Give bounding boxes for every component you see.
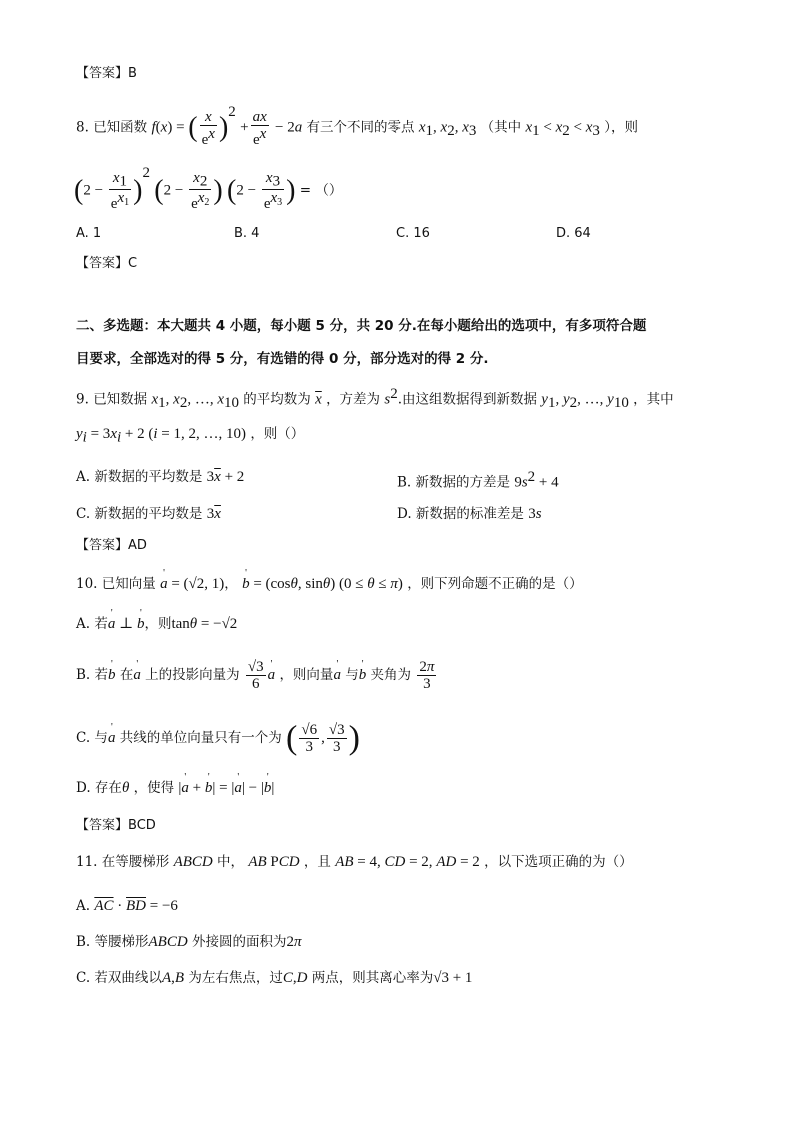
q9-stem-d: .由这组数据得到新数据 xyxy=(397,391,537,408)
q9-stem-e: ，其中 xyxy=(633,391,674,408)
q9-stem-a: 已知数据 xyxy=(93,391,148,408)
q10-option-d: D. 存在θ ，使得 |' a + ' b| = |' a| − |' b| xyxy=(76,778,274,798)
q9-number: 9. xyxy=(76,391,89,408)
q9-stem-f: ，则（） xyxy=(250,426,305,442)
q10-option-c: C. 与' a 共线的单位向量只有一个为 ( $\frac{√6}{3}$ , $\frac{√3}{3}$ ) xyxy=(76,714,360,763)
q9-stem-c: ，方差为 xyxy=(326,391,381,408)
q10-option-b: B. 若' b 在' a 上的投影向量为 $\frac{√3}{6}$ ' a ，则向量' a 与' b 夹角为 $\frac{2\pi}{3}$ xyxy=(76,655,438,695)
q9-option-d: D. 新数据的标准差是 3s xyxy=(397,506,542,522)
q9-stem: 9. 已知数据 $x_1$, $x_2$, …, $x_{10}$ 的平均数为 $\overline{x}$ ，方差为 $s^2$.由这组数据得到新数据 $y_1$, $y_2$, …, $y_{10}$ ，其中 xyxy=(76,386,674,412)
q9-stem-formula: $y_i = 3x_i + 2$ (i = 1, 2, …, 10) ，则（） xyxy=(76,426,305,446)
q11-option-c: C. 若双曲线以A,B 为左右焦点，过C,D 两点，则其离心率为√3 + 1 xyxy=(76,970,473,986)
q11-stem: 11. 在等腰梯形 ABCD 中， AB PCD ，且 AB = 4, CD = 2, AD = 2 ，以下选项正确的为（） xyxy=(76,854,633,870)
q10-option-a: A. 若' a ⊥ ' b，则tanθ = −√2 xyxy=(76,614,237,634)
q9-answer: 【答案】AD xyxy=(76,538,147,553)
q11-stem-a: 在等腰梯形 xyxy=(101,854,170,870)
q10-number: 10. xyxy=(76,576,98,592)
q8-option-b: B. 4 xyxy=(234,226,260,241)
q8-stem-c: （其中 xyxy=(480,119,522,136)
q8-number: 8. xyxy=(76,119,89,136)
q11-stem-b: 中， xyxy=(217,854,245,870)
q8-option-d: D. 64 xyxy=(556,226,591,241)
q8-stem-a: 已知函数 xyxy=(93,119,148,136)
q10-stem-a: 已知向量 xyxy=(101,576,156,592)
q11-option-b: B. 等腰梯形ABCD 外接圆的面积为2π xyxy=(76,934,302,950)
q7-answer: 【答案】B xyxy=(76,66,137,81)
q8-tail: = （） xyxy=(299,182,343,199)
q11-number: 11. xyxy=(76,854,98,870)
q8-stem-b: 有三个不同的零点 xyxy=(306,119,415,136)
q8-option-a: A. 1 xyxy=(76,226,102,241)
q10-stem-b: ，则下列命题不正确的是（） xyxy=(407,576,583,592)
q10-stem: 10. 已知向量 ' a = (√2, 1)， ' b = (cosθ, sinθ) (0 ≤ θ ≤ π) ，则下列命题不正确的是（） xyxy=(76,570,583,598)
q9-stem-b: 的平均数为 xyxy=(243,391,311,408)
section-heading-line2: 目要求，全部选对的得 5 分，有选错的得 0 分，部分选对的得 2 分. xyxy=(76,351,489,367)
section-heading-line1: 二、多选题：本大题共 4 小题，每小题 5 分，共 20 分.在每小题给出的选项中，有多项符合题 xyxy=(76,318,647,334)
q8-option-c: C. 16 xyxy=(396,226,430,241)
q9-option-b: B. 新数据的方差是 $9s^2 + 4$ xyxy=(397,469,559,491)
q8-expression: (2 − $\frac{x_1}{e^{x_1}}$ )$^2$ (2 − $\frac{x_2}{e^{x_2}}$ ) (2 − $\frac{x_3}{e^{x_3}}$ ) = （） xyxy=(74,165,343,213)
q9-option-c: C. 新数据的平均数是 $3\overline{x}$ xyxy=(76,506,221,522)
q8-stem-d: ），则 xyxy=(604,119,638,136)
q11-option-a: A. $\overline{AC} \cdot \overline{BD} = -6$ xyxy=(76,898,178,914)
q11-stem-d: ，以下选项正确的为（） xyxy=(484,854,633,870)
q10-answer: 【答案】BCD xyxy=(76,818,156,833)
q8-answer: 【答案】C xyxy=(76,256,138,271)
q8-stem: 8. 已知函数 f(x) = ( $\frac{x}{e^x}$ )$^2$ + $\frac{ax}{e^x}$ − 2a 有三个不同的零点 $x_1$, $x_2$, $x_3$ （其中 $x_1 < x_2 < x_3$ ），则 xyxy=(76,104,638,148)
q9-option-a: A. 新数据的平均数是 $3\overline{x} + 2$ xyxy=(76,469,245,485)
q11-stem-c: ，且 xyxy=(303,854,331,870)
